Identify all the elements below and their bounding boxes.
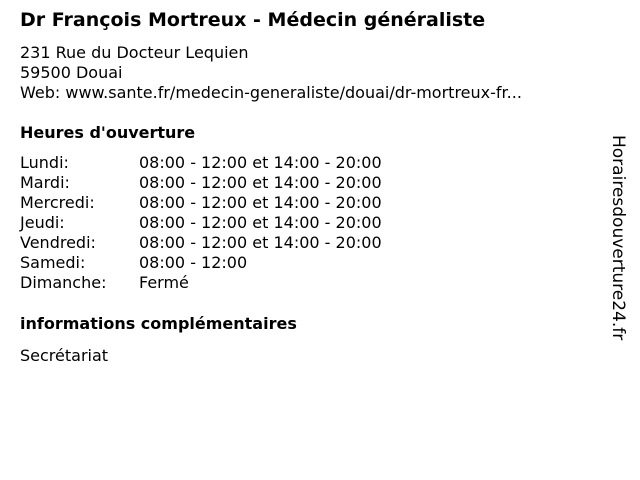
- day-label: Vendredi:: [20, 233, 96, 252]
- time-value: 08:00 - 12:00 et 14:00 - 20:00: [139, 193, 382, 212]
- info-text: Secrétariat: [20, 346, 109, 365]
- day-label: Jeudi:: [20, 213, 65, 232]
- site-watermark: Horairesdouverture24.fr: [608, 135, 628, 341]
- info-heading: informations complémentaires: [20, 314, 297, 333]
- day-label: Lundi:: [20, 153, 69, 172]
- address-block: [20, 43, 522, 103]
- day-label: Mardi:: [20, 173, 70, 192]
- web-address: Web: www.sante.fr/medecin-generaliste/douai/dr-mortreux-fr...: [20, 83, 522, 102]
- day-label: Samedi:: [20, 253, 86, 272]
- day-label: Dimanche:: [20, 273, 107, 292]
- time-value: 08:00 - 12:00 et 14:00 - 20:00: [139, 153, 382, 172]
- hours-heading: Heures d'ouverture: [20, 123, 196, 142]
- street-address: 231 Rue du Docteur Lequien: [20, 43, 249, 62]
- city-address: 59500 Douai: [20, 63, 123, 82]
- time-value: Fermé: [139, 273, 189, 292]
- time-value: 08:00 - 12:00 et 14:00 - 20:00: [139, 233, 382, 252]
- page-title: Dr François Mortreux - Médecin généraliste: [20, 9, 486, 31]
- time-value: 08:00 - 12:00 et 14:00 - 20:00: [139, 173, 382, 192]
- time-value: 08:00 - 12:00: [139, 253, 248, 272]
- time-value: 08:00 - 12:00 et 14:00 - 20:00: [139, 213, 382, 232]
- day-label: Mercredi:: [20, 193, 95, 212]
